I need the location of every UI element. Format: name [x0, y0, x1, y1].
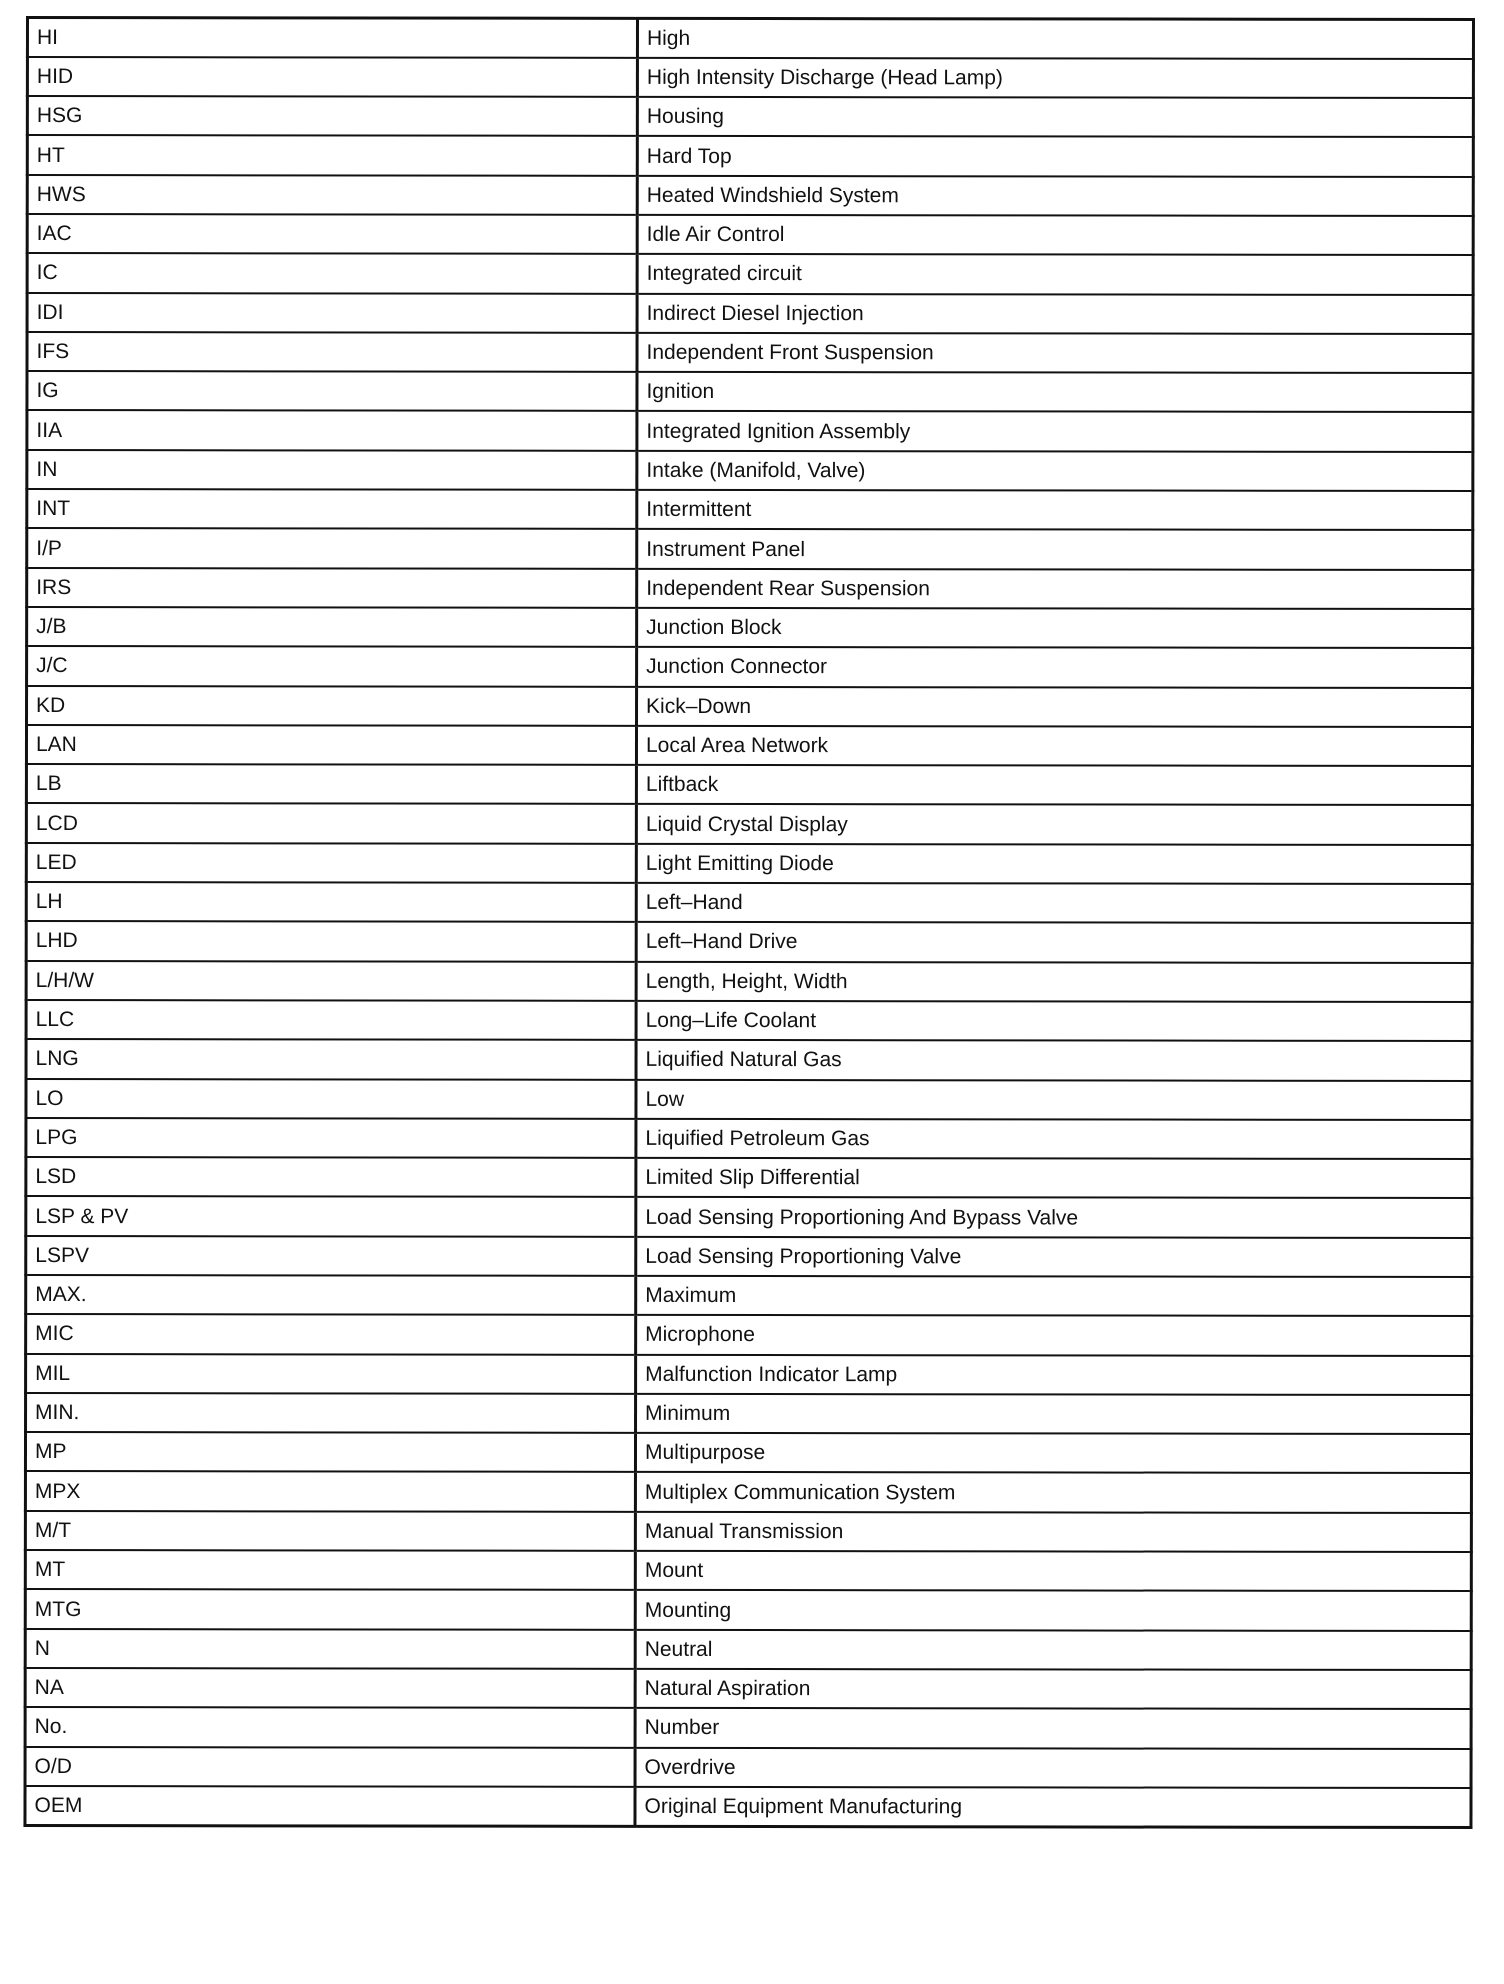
table-row — [27, 607, 1473, 648]
table-row — [27, 528, 1473, 569]
table-row — [27, 332, 1473, 373]
table-row — [25, 1747, 1471, 1788]
meaning-cell: Intake (Manifold, Valve) — [637, 451, 1473, 491]
meaning-cell: Local Area Network — [636, 726, 1472, 766]
abbreviation-cell: MIN. — [26, 1393, 636, 1433]
meaning-cell: Left–Hand — [636, 883, 1472, 923]
meaning-cell: Housing — [637, 97, 1473, 137]
meaning-cell: Mount — [635, 1551, 1471, 1591]
abbreviation-cell: LED — [26, 843, 636, 883]
abbreviation-cell: LSD — [26, 1157, 636, 1197]
meaning-cell: Multipurpose — [635, 1433, 1471, 1473]
meaning-cell: Indirect Diesel Injection — [637, 293, 1473, 333]
abbreviation-cell: LCD — [26, 803, 636, 843]
abbreviation-cell: IIA — [27, 410, 637, 450]
abbreviation-cell: LNG — [26, 1039, 636, 1079]
abbreviation-cell: IN — [27, 450, 637, 490]
table-row — [27, 568, 1473, 609]
abbreviation-cell: I/P — [27, 528, 637, 568]
table-row — [26, 921, 1472, 962]
meaning-cell: Mounting — [635, 1590, 1471, 1630]
abbreviation-cell: MIL — [26, 1354, 636, 1394]
meaning-cell: Heated Windshield System — [637, 176, 1473, 216]
abbreviation-cell: J/B — [27, 607, 637, 647]
abbreviation-table — [23, 16, 1475, 1829]
abbreviation-cell: J/C — [27, 646, 637, 686]
meaning-cell: Low — [636, 1079, 1472, 1119]
table-row — [25, 1668, 1471, 1709]
abbreviation-cell: HT — [27, 135, 637, 175]
meaning-cell: Length, Height, Width — [636, 961, 1472, 1001]
abbreviation-cell: IAC — [27, 214, 637, 254]
abbreviation-cell: MTG — [25, 1589, 635, 1629]
table-row — [25, 1550, 1471, 1591]
abbreviation-cell: N — [25, 1629, 635, 1669]
table-row — [26, 1039, 1472, 1080]
abbreviation-cell: MT — [25, 1550, 635, 1590]
table-row — [26, 1157, 1472, 1198]
meaning-cell: Independent Rear Suspension — [637, 569, 1473, 609]
abbreviation-cell: No. — [25, 1707, 635, 1747]
table-row — [25, 1629, 1471, 1670]
abbreviation-cell: LSPV — [26, 1236, 636, 1276]
abbreviation-cell: HID — [27, 57, 637, 97]
meaning-cell: Manual Transmission — [635, 1512, 1471, 1552]
meaning-cell: Minimum — [636, 1394, 1472, 1434]
meaning-cell: Overdrive — [635, 1747, 1471, 1787]
meaning-cell: Independent Front Suspension — [637, 333, 1473, 373]
meaning-cell: Instrument Panel — [637, 529, 1473, 569]
abbreviation-cell: OEM — [25, 1786, 635, 1826]
abbreviation-cell: M/T — [25, 1511, 635, 1551]
abbreviation-cell: IRS — [27, 568, 637, 608]
table-row — [27, 646, 1473, 687]
table-row — [26, 764, 1472, 805]
abbreviation-cell: LPG — [26, 1118, 636, 1158]
meaning-cell: Junction Block — [637, 608, 1473, 648]
table-row — [25, 1432, 1471, 1473]
meaning-cell: Malfunction Indicator Lamp — [636, 1354, 1472, 1394]
meaning-cell: High Intensity Discharge (Head Lamp) — [637, 58, 1473, 98]
abbreviation-cell: LLC — [26, 1000, 636, 1040]
table-row — [26, 882, 1472, 923]
table-row — [25, 1786, 1471, 1827]
abbreviation-cell: IDI — [27, 293, 637, 333]
meaning-cell: Light Emitting Diode — [636, 844, 1472, 884]
meaning-cell: Junction Connector — [637, 647, 1473, 687]
meaning-cell: Intermittent — [637, 490, 1473, 530]
meaning-cell: Load Sensing Proportioning Valve — [636, 1237, 1472, 1277]
table-row — [26, 1236, 1472, 1277]
table-row — [26, 803, 1472, 844]
table-row — [27, 214, 1473, 255]
table-row — [27, 18, 1473, 59]
table-row — [25, 1707, 1471, 1748]
table-row — [25, 1511, 1471, 1552]
abbreviation-cell: HWS — [27, 175, 637, 215]
abbreviation-cell: MPX — [25, 1471, 635, 1511]
meaning-cell: Liftback — [636, 765, 1472, 805]
meaning-cell: Neutral — [635, 1630, 1471, 1670]
meaning-cell: High — [637, 18, 1473, 58]
table-row — [27, 371, 1473, 412]
meaning-cell: Liquid Crystal Display — [636, 804, 1472, 844]
table-row — [25, 1589, 1471, 1630]
meaning-cell: Idle Air Control — [637, 215, 1473, 255]
meaning-cell: Long–Life Coolant — [636, 1001, 1472, 1041]
table-row — [27, 686, 1473, 727]
abbreviation-cell: LAN — [26, 725, 636, 765]
table-row — [26, 1393, 1472, 1434]
abbreviation-cell: HI — [27, 18, 637, 58]
meaning-cell: Integrated Ignition Assembly — [637, 411, 1473, 451]
table-row — [26, 1196, 1472, 1237]
abbreviation-cell: MAX. — [26, 1275, 636, 1315]
table-row — [26, 961, 1472, 1002]
meaning-cell: Original Equipment Manufacturing — [635, 1787, 1471, 1827]
meaning-cell: Liquified Petroleum Gas — [636, 1119, 1472, 1159]
abbreviation-cell: LB — [26, 764, 636, 804]
table-row — [27, 489, 1473, 530]
abbreviation-cell: LHD — [26, 921, 636, 961]
table-row — [27, 96, 1473, 137]
meaning-cell: Natural Aspiration — [635, 1669, 1471, 1709]
abbreviation-table-body — [25, 18, 1474, 1828]
table-row — [27, 450, 1473, 491]
meaning-cell: Hard Top — [637, 136, 1473, 176]
table-row — [26, 1354, 1472, 1395]
abbreviation-cell: L/H/W — [26, 961, 636, 1001]
abbreviation-cell: INT — [27, 489, 637, 529]
table-row — [26, 843, 1472, 884]
table-row — [27, 253, 1473, 294]
table-row — [27, 293, 1473, 334]
meaning-cell: Limited Slip Differential — [636, 1158, 1472, 1198]
meaning-cell: Ignition — [637, 372, 1473, 412]
meaning-cell: Microphone — [636, 1315, 1472, 1355]
abbreviation-cell: NA — [25, 1668, 635, 1708]
meaning-cell: Number — [635, 1708, 1471, 1748]
meaning-cell: Liquified Natural Gas — [636, 1040, 1472, 1080]
abbreviation-cell: IC — [27, 253, 637, 293]
meaning-cell: Kick–Down — [637, 686, 1473, 726]
abbreviation-cell: MP — [25, 1432, 635, 1472]
meaning-cell: Left–Hand Drive — [636, 922, 1472, 962]
table-row — [27, 57, 1473, 98]
table-row — [27, 135, 1473, 176]
meaning-cell: Load Sensing Proportioning And Bypass Valve — [636, 1197, 1472, 1237]
table-row — [26, 1275, 1472, 1316]
abbreviation-cell: LO — [26, 1079, 636, 1119]
table-row — [25, 1471, 1471, 1512]
abbreviation-cell: KD — [27, 686, 637, 726]
table-row — [26, 1314, 1472, 1355]
abbreviation-cell: IG — [27, 371, 637, 411]
abbreviation-cell: O/D — [25, 1747, 635, 1787]
abbreviation-cell: LSP & PV — [26, 1196, 636, 1236]
meaning-cell: Integrated circuit — [637, 254, 1473, 294]
table-row — [27, 175, 1473, 216]
table-row — [26, 1079, 1472, 1120]
table-row — [26, 1118, 1472, 1159]
abbreviation-cell: IFS — [27, 332, 637, 372]
meaning-cell: Multiplex Communication System — [635, 1472, 1471, 1512]
abbreviation-cell: HSG — [27, 96, 637, 136]
table-row — [26, 1000, 1472, 1041]
abbreviation-cell: MIC — [26, 1314, 636, 1354]
table-row — [27, 410, 1473, 451]
abbreviation-cell: LH — [26, 882, 636, 922]
meaning-cell: Maximum — [636, 1276, 1472, 1316]
table-row — [26, 725, 1472, 766]
